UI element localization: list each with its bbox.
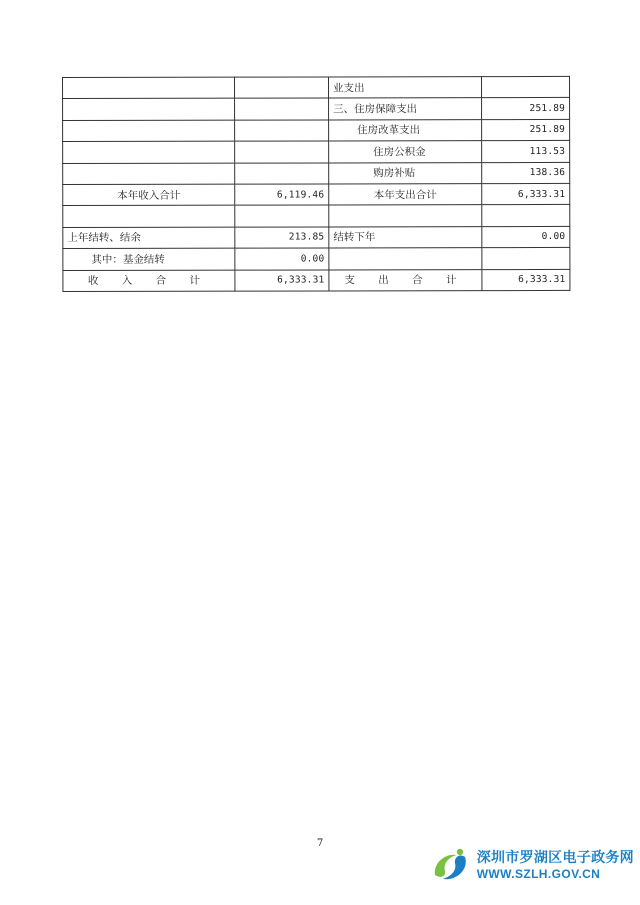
table-cell: 本年支出合计 — [329, 184, 482, 206]
table-cell: 0.00 — [235, 248, 329, 270]
table-cell: 113.53 — [482, 141, 570, 163]
table-row — [63, 226, 570, 248]
table-row — [63, 162, 570, 184]
table-cell — [329, 248, 482, 270]
table-cell: 6,333.31 — [482, 183, 570, 205]
table-cell: 251.89 — [482, 98, 570, 120]
table-cell — [329, 205, 482, 227]
table-cell — [63, 120, 235, 142]
table-cell — [482, 248, 570, 270]
table-cell: 138.36 — [482, 162, 570, 184]
table-cell: 住房改革支出 — [329, 119, 482, 141]
table-cell: 三、住房保障支出 — [329, 98, 482, 120]
watermark-site-name: 深圳市罗湖区电子政务网 — [476, 849, 634, 866]
table-row — [63, 76, 570, 98]
table-cell: 其中：基金结转 — [63, 248, 235, 270]
table-cell: 本年收入合计 — [63, 184, 235, 206]
table-cell — [63, 99, 235, 121]
table-cell: 业支出 — [329, 77, 482, 99]
table-row — [63, 248, 570, 270]
szlh-logo-icon — [427, 843, 473, 889]
watermark-url: WWW.SZLH.GOV.CN — [476, 867, 601, 882]
table-cell — [63, 77, 235, 99]
table-cell: 6,333.31 — [482, 269, 570, 291]
table-cell — [63, 163, 235, 185]
table-cell: 213.85 — [235, 227, 329, 249]
table-cell — [63, 205, 235, 227]
table-row — [63, 119, 570, 141]
table-cell — [235, 77, 329, 99]
table-cell: 上年结转、结余 — [63, 227, 235, 249]
site-watermark — [427, 843, 634, 889]
table-cell — [482, 205, 570, 227]
table-row — [63, 98, 570, 120]
table-cell — [482, 76, 570, 98]
table-row — [63, 141, 570, 163]
table-cell: 6,333.31 — [235, 269, 329, 291]
table-cell: 住房公积金 — [329, 141, 482, 163]
watermark-text — [477, 851, 634, 882]
page-number: 7 — [316, 838, 324, 849]
table-row — [63, 205, 570, 227]
table-cell: 0.00 — [482, 226, 570, 248]
table-cell — [235, 120, 329, 142]
table-row — [63, 269, 570, 291]
table-cell — [63, 141, 235, 163]
table-cell: 6,119.46 — [235, 184, 329, 206]
table-cell — [235, 163, 329, 185]
table-cell: 支 出 合 计 — [329, 269, 482, 291]
table-cell: 收 入 合 计 — [63, 270, 235, 292]
table-cell — [235, 98, 329, 120]
table-row — [63, 183, 570, 205]
table-cell: 结转下年 — [329, 226, 482, 248]
financial-table — [62, 76, 570, 292]
table-cell: 251.89 — [482, 119, 570, 141]
table-cell — [235, 205, 329, 227]
table-cell — [235, 141, 329, 163]
table-cell: 购房补贴 — [329, 162, 482, 184]
